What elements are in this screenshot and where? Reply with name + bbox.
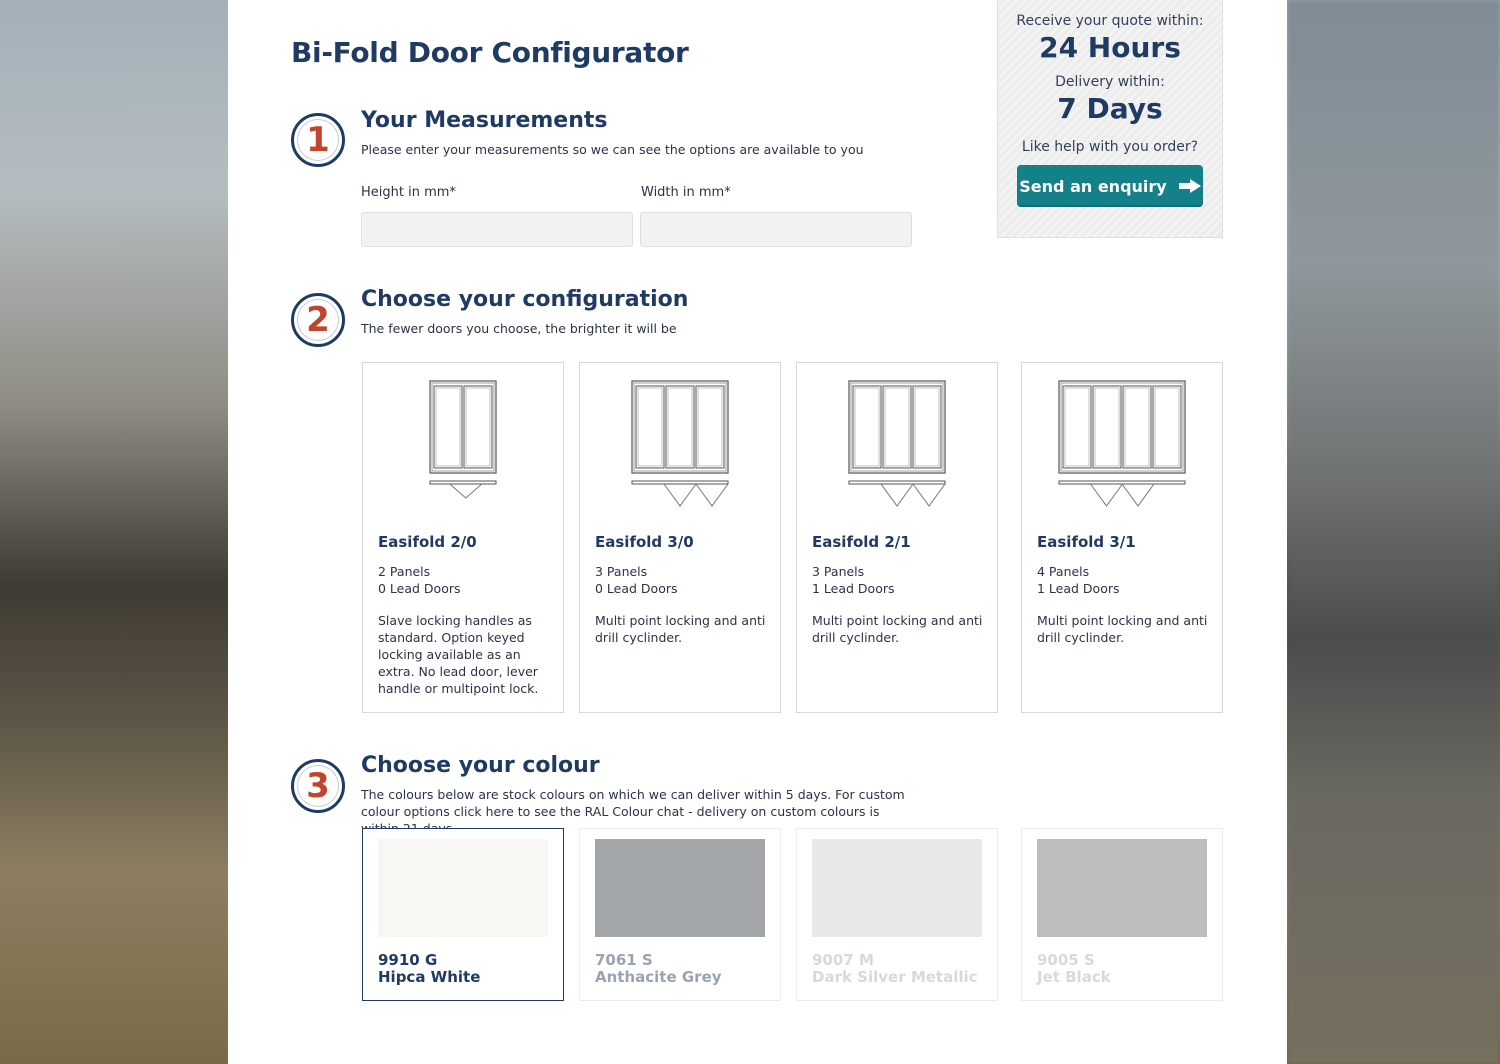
delivery-value: 7 Days: [1057, 92, 1163, 125]
colour-swatch: [378, 839, 548, 937]
colour-swatch: [595, 839, 765, 937]
colour-option-jet-black[interactable]: [1021, 828, 1223, 1001]
colour-name: Hipca White: [378, 968, 481, 986]
config-name: Easifold 2/1: [812, 533, 911, 551]
colour-code: 9007 M: [812, 951, 874, 969]
config-lead-doors: 1 Lead Doors: [812, 581, 895, 596]
colour-name: Dark Silver Metallic: [812, 968, 978, 986]
config-description: Slave locking handles as standard. Option keyed locking available as an extra. No lead door, lever handle or multipoint lock.: [378, 613, 539, 696]
config-panels: 2 Panels: [378, 564, 431, 579]
configurator-page: [228, 0, 1287, 1064]
quote-info-box: [997, 0, 1223, 238]
colour-code: 9005 S: [1037, 951, 1095, 969]
config-option-easifold-3-1[interactable]: [1021, 362, 1223, 713]
arrow-right-icon: [1179, 179, 1201, 193]
door-3-panel-icon: [580, 377, 780, 517]
step-2-subtitle: The fewer doors you choose, the brighter it will be: [361, 321, 677, 336]
background-left: [0, 0, 228, 1064]
step-2-badge: 2: [291, 293, 345, 347]
config-option-easifold-2-0[interactable]: [362, 362, 564, 713]
config-name: Easifold 3/0: [595, 533, 694, 551]
colour-option-hipca-white[interactable]: [362, 828, 564, 1001]
config-panels: 3 Panels: [595, 564, 648, 579]
receive-quote-value: 24 Hours: [1039, 31, 1181, 64]
delivery-label: Delivery within:: [1055, 74, 1165, 90]
send-enquiry-button[interactable]: [1017, 165, 1203, 207]
step-1-badge: 1: [291, 113, 345, 167]
step-3-badge: 3: [291, 759, 345, 813]
colour-option-dark-silver-metallic[interactable]: [796, 828, 998, 1001]
config-panels: 3 Panels: [812, 564, 865, 579]
config-name: Easifold 3/1: [1037, 533, 1136, 551]
door-4-panel-icon: [1022, 377, 1222, 517]
config-lead-doors: 1 Lead Doors: [1037, 581, 1120, 596]
background-right: [1287, 0, 1500, 1064]
colour-swatch: [1037, 839, 1207, 937]
step-1-heading: Your Measurements: [361, 108, 608, 133]
config-description: Multi point locking and anti drill cyclinder.: [812, 613, 983, 645]
config-description: Multi point locking and anti drill cyclinder.: [595, 613, 766, 645]
config-lead-doors: 0 Lead Doors: [378, 581, 461, 596]
page-title: Bi-Fold Door Configurator: [291, 36, 689, 69]
receive-quote-label: Receive your quote within:: [1016, 13, 1204, 29]
step-3-heading: Choose your colour: [361, 753, 600, 778]
send-enquiry-label: Send an enquiry: [1019, 176, 1167, 196]
step-1-subtitle: Please enter your measurements so we can see the options are available to you: [361, 142, 864, 157]
config-lead-doors: 0 Lead Doors: [595, 581, 678, 596]
config-name: Easifold 2/0: [378, 533, 477, 551]
help-label: Like help with you order?: [1021, 139, 1199, 155]
colour-name: Jet Black: [1037, 968, 1111, 986]
config-option-easifold-2-1[interactable]: [796, 362, 998, 713]
height-input[interactable]: [361, 212, 633, 247]
step-2-heading: Choose your configuration: [361, 287, 689, 312]
colour-option-anthacite-grey[interactable]: [579, 828, 781, 1001]
colour-swatch: [812, 839, 982, 937]
door-3-panel-lead-icon: [797, 377, 997, 517]
height-label: Height in mm*: [361, 185, 456, 200]
colour-code: 9910 G: [378, 951, 438, 969]
config-description: Multi point locking and anti drill cyclinder.: [1037, 613, 1208, 645]
colour-name: Anthacite Grey: [595, 968, 722, 986]
config-option-easifold-3-0[interactable]: [579, 362, 781, 713]
width-label: Width in mm*: [641, 185, 731, 200]
width-input[interactable]: [640, 212, 912, 247]
colour-code: 7061 S: [595, 951, 653, 969]
door-2-panel-icon: [363, 377, 563, 517]
config-panels: 4 Panels: [1037, 564, 1090, 579]
step-3-subtitle: The colours below are stock colours on which we can deliver within 5 days. For custom colour options click here to see the RAL Colour chat - delivery on custom colours is: [361, 787, 905, 819]
